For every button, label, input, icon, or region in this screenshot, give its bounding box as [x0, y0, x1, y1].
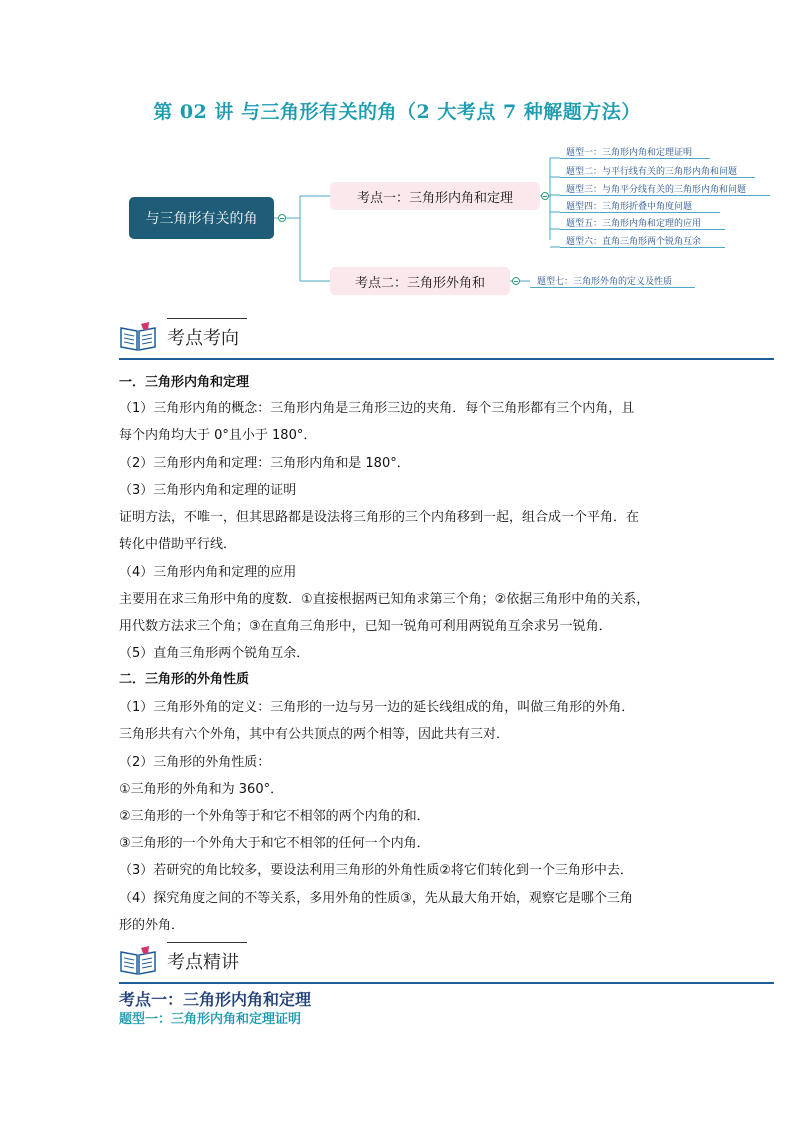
section-header-kaodian-kaoxiang [119, 318, 774, 360]
book-icon [119, 946, 157, 976]
section-heading: 考点考向 [167, 328, 239, 349]
content-line: （5）直角三角形两个锐角互余． [119, 646, 310, 661]
content-line: 主要用在求三角形中角的度数．①直接根据两已知角求第三个角；②依据三角形中角的关系， [119, 592, 650, 607]
content-line: 每个内角均大于 0°且小于 180°． [119, 428, 317, 443]
content-line: （1）三角形内角的概念：三角形内角是三角形三边的夹角．每个三角形都有三个内角，且 [119, 401, 635, 416]
book-icon [119, 322, 157, 352]
content-line: （4）三角形内角和定理的应用 [119, 565, 297, 580]
leaf-underline [560, 158, 710, 159]
content-heading: 二．三角形的外角性质 [119, 672, 250, 687]
content-line: （3）三角形内角和定理的证明 [119, 483, 297, 498]
leaf-underline [560, 177, 755, 178]
mind-map-leaf: 题型二：与平行线有关的三角形内角和问题 [566, 167, 738, 177]
collapse-icon[interactable] [278, 214, 286, 222]
leaf-underline [560, 229, 725, 230]
mind-map-root: 与三角形有关的角 [129, 197, 274, 239]
content-line: 转化中借助平行线． [119, 537, 237, 552]
mind-map-kaodian-1: 考点一：三角形内角和定理 [330, 182, 540, 210]
mind-map-leaf: 题型七：三角形外角的定义及性质 [537, 277, 673, 287]
mind-map-leaf: 题型三：与角平分线有关的三角形内角和问题 [566, 185, 747, 195]
content-line: 用代数方法求三个角；③在直角三角形中，已知一锐角可利用两锐角互余求另一锐角． [119, 619, 612, 634]
content-line: 证明方法，不唯一，但其思路都是设法将三角形的三个内角移到一起，组合成一个平角．在 [119, 510, 640, 525]
content-line: （3）若研究的角比较多，要设法利用三角形的外角性质②将它们转化到一个三角形中去． [119, 863, 633, 878]
section-header-kaodian-jingjiang [119, 942, 774, 984]
tixing-title: 题型一：三角形内角和定理证明 [119, 1012, 302, 1027]
header-topline [167, 318, 247, 319]
content-line: ②三角形的一个外角等于和它不相邻的两个内角的和． [119, 809, 430, 824]
leaf-underline [560, 247, 725, 248]
content-line: （2）三角形内角和定理：三角形内角和是 180°． [119, 456, 410, 471]
header-topline [167, 942, 247, 943]
content-line: 三角形共有六个外角，其中有公共顶点的两个相等，因此共有三对． [119, 727, 510, 742]
mind-map-leaf: 题型五：三角形内角和定理的应用 [566, 219, 702, 229]
content-line: （4）探究角度之间的不等关系，多用外角的性质③，先从最大角开始，观察它是哪个三角 [119, 891, 633, 906]
content-line: （2）三角形的外角性质： [119, 755, 271, 770]
leaf-underline [530, 287, 695, 288]
content-line: ③三角形的一个外角大于和它不相邻的任何一个内角． [119, 836, 430, 851]
leaf-underline [560, 195, 770, 196]
section-heading: 考点精讲 [167, 952, 239, 973]
kaodian-title: 考点一：三角形内角和定理 [119, 990, 312, 1009]
mind-map-leaf: 题型六：直角三角形两个锐角互余 [566, 237, 702, 247]
mind-map-kaodian-2: 考点二：三角形外角和 [330, 267, 510, 295]
header-rule [119, 358, 774, 360]
content-line: ①三角形的外角和为 360°． [119, 782, 284, 797]
page-title: 第 02 讲 与三角形有关的角（2 大考点 7 种解题方法） [153, 101, 641, 123]
content-line: （1）三角形外角的定义：三角形的一边与另一边的延长线组成的角，叫做三角形的外角． [119, 700, 635, 715]
content-line: 形的外角． [119, 918, 185, 933]
collapse-icon[interactable] [512, 277, 520, 285]
collapse-icon[interactable] [541, 192, 549, 200]
content-heading: 一．三角形内角和定理 [119, 375, 250, 390]
mind-map-leaf: 题型一：三角形内角和定理证明 [566, 148, 693, 158]
mind-map-leaf: 题型四：三角形折叠中角度问题 [566, 202, 693, 212]
header-rule [119, 982, 774, 984]
leaf-underline [560, 212, 720, 213]
